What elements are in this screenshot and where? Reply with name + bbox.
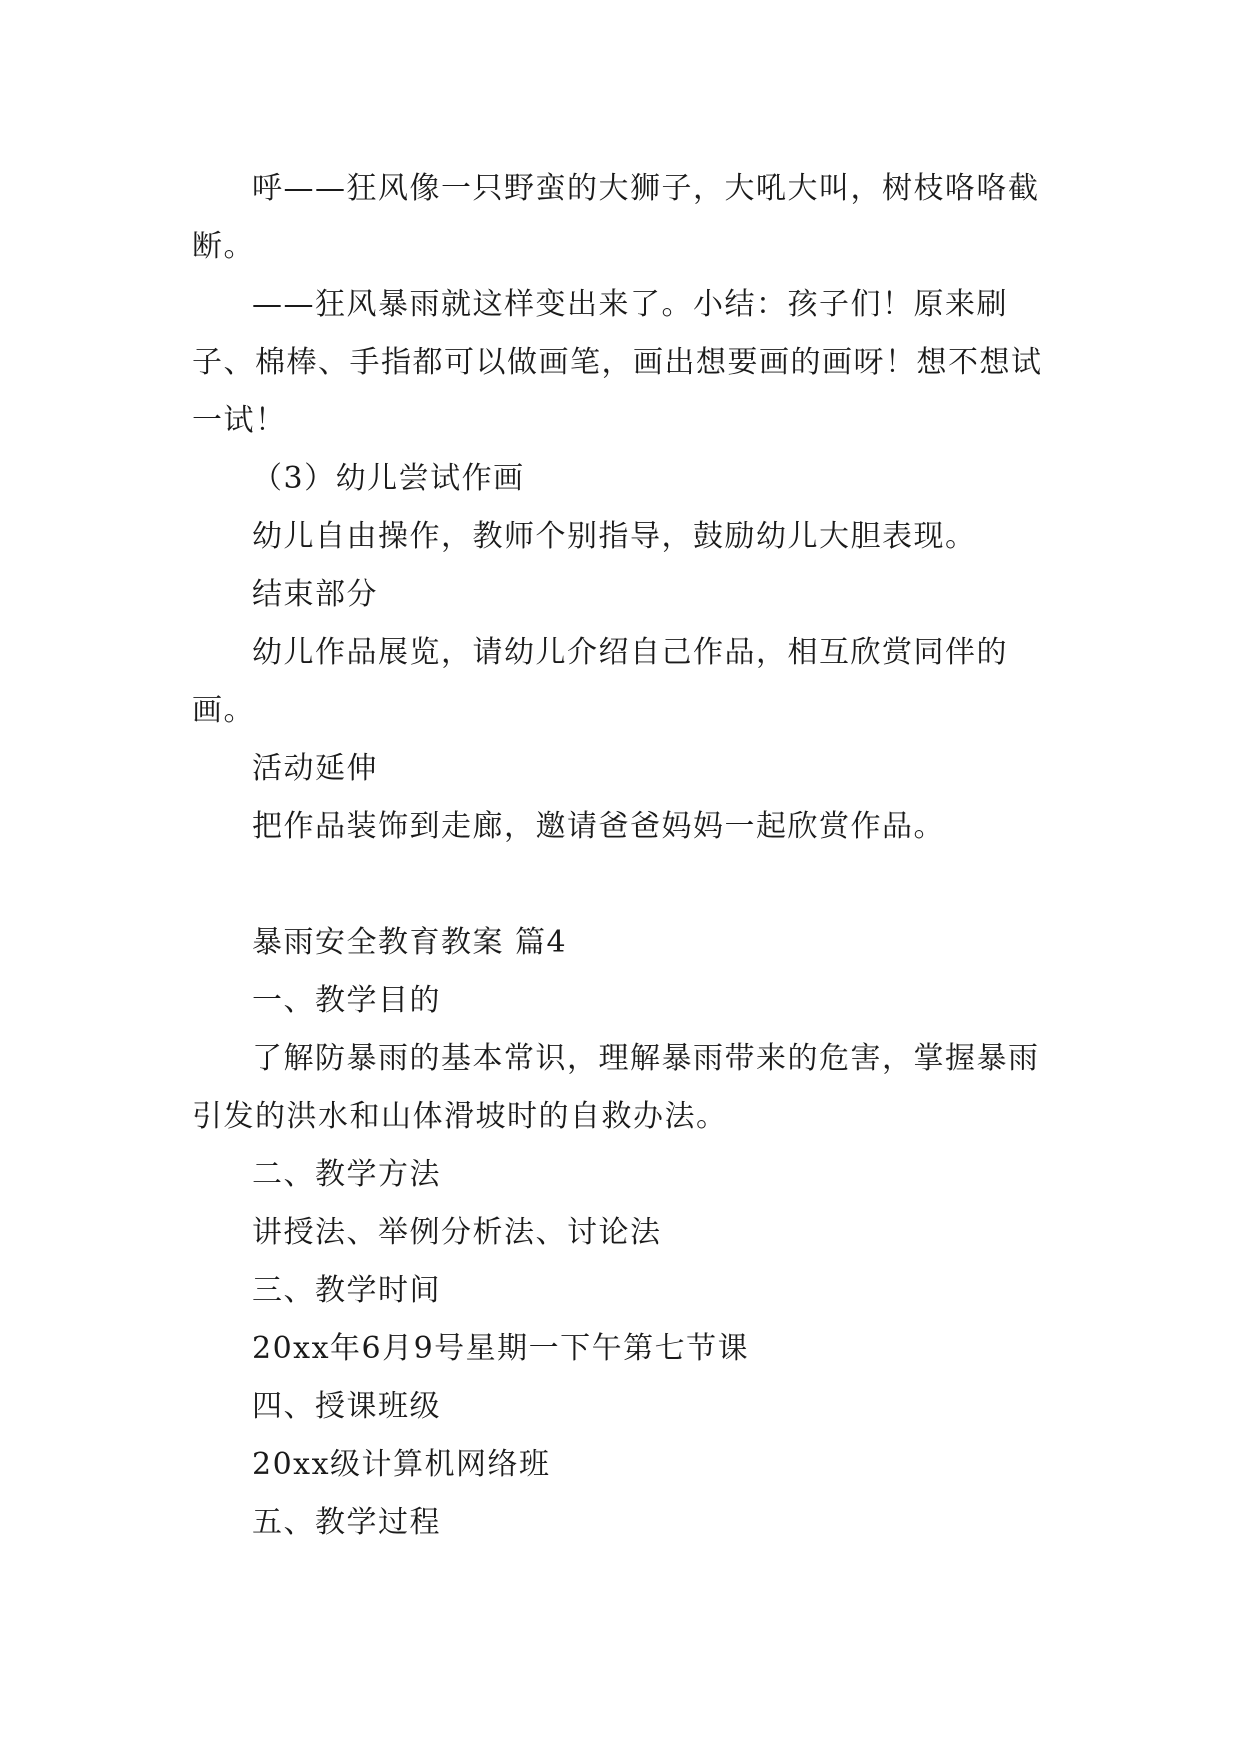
section-heading: 五、教学过程 bbox=[252, 1505, 441, 1540]
section-heading: 四、授课班级 bbox=[252, 1389, 441, 1424]
section-heading: 活动延伸 bbox=[252, 751, 378, 786]
paragraph: 幼儿作品展览，请幼儿介绍自己作品，相互欣赏同伴的画。 bbox=[192, 635, 1008, 728]
paragraph: （3）幼儿尝试作画 bbox=[252, 461, 525, 496]
paragraph: 呼——狂风像一只野蛮的大狮子，大吼大叫，树枝咯咯截断。 bbox=[192, 171, 1040, 264]
lesson-title: 暴雨安全教育教案 篇4 bbox=[252, 925, 568, 960]
section-heading: 一、教学目的 bbox=[252, 983, 441, 1018]
paragraph: ——狂风暴雨就这样变出来了。小结：孩子们！原来刷子、棉棒、手指都可以做画笔，画出想要画的画呀！想不想试一试！ bbox=[192, 287, 1043, 438]
blank-line bbox=[192, 856, 1054, 914]
paragraph: 把作品装饰到走廊，邀请爸爸妈妈一起欣赏作品。 bbox=[252, 809, 945, 844]
paragraph: 幼儿自由操作，教师个别指导，鼓励幼儿大胆表现。 bbox=[252, 519, 977, 554]
paragraph: 20xx级计算机网络班 bbox=[252, 1447, 551, 1482]
section-heading: 结束部分 bbox=[252, 577, 378, 612]
section-heading: 三、教学时间 bbox=[252, 1273, 441, 1308]
section-heading: 二、教学方法 bbox=[252, 1157, 441, 1192]
paragraph: 20xx年6月9号星期一下午第七节课 bbox=[252, 1331, 750, 1366]
paragraph: 了解防暴雨的基本常识，理解暴雨带来的危害，掌握暴雨引发的洪水和山体滑坡时的自救办法。 bbox=[192, 1041, 1040, 1134]
paragraph: 讲授法、举例分析法、讨论法 bbox=[252, 1215, 662, 1250]
document-body bbox=[192, 160, 1054, 1552]
